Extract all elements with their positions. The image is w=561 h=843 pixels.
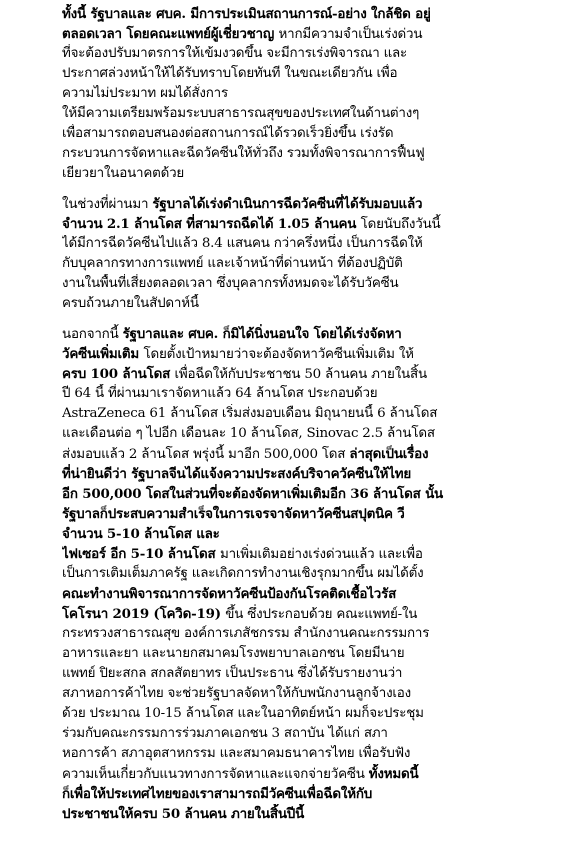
bold-text-run: ที่น่ายินดีว่า รัฐบาลจีนได้แจ้งความประสงค์บริจาควัคซีนให้ไทย (62, 466, 412, 482)
bold-text-run: ครบ 100 ล้านโดส (62, 366, 175, 382)
bold-text-run: โคโรนา 2019 (โควิด-19) (62, 606, 226, 622)
text-run: โดยนับถึงวันนี้ (360, 217, 441, 232)
text-run: เยียวยาในอนาคตด้วย (62, 166, 185, 181)
text-line (62, 784, 551, 804)
text-line (62, 274, 551, 294)
paragraph-1 (62, 4, 551, 184)
bold-text-run: รัฐบาลและ ศบค. ก็มิได้นิ่งนอนใจ โดยได้เร่งจัดหา (122, 326, 402, 342)
text-run: โดยตั้งเป้าหมายว่าจะต้องจัดหาวัคซีนเพิ่มเติม ให้ (143, 347, 414, 362)
text-line (62, 254, 551, 274)
text-line (62, 294, 551, 314)
text-line (62, 724, 551, 744)
bold-text-run: คณะทำงานพิจารณาการจัดหาวัคซีนป้องกันโรคติดเชื้อไวรัส (62, 586, 397, 602)
text-line (62, 84, 551, 104)
text-run: อาหารและยา และนายกสมาคมโรงพยาบาลเอกชน โดยมีนาย (62, 646, 405, 661)
text-line (62, 404, 551, 424)
text-line (62, 324, 551, 344)
text-line (62, 744, 551, 764)
text-run: หอการค้า สภาอุตสาหกรรม และสมาคมธนาคารไทย เพื่อรับฟัง (62, 746, 411, 761)
paragraph-3 (62, 324, 551, 824)
bold-text-run: ประชาชนให้ครบ 50 ล้านคน ภายในสิ้นปีนี้ (62, 806, 305, 822)
text-line (62, 144, 551, 164)
bold-text-run: วัคซีนเพิ่มเติม (62, 346, 144, 362)
text-line (62, 424, 551, 444)
bold-text-run: จำนวน 5-10 ล้านโดส และ (62, 526, 220, 542)
text-line (62, 344, 551, 364)
text-line (62, 484, 551, 504)
text-line (62, 644, 551, 664)
text-line (62, 194, 551, 214)
text-run: แพทย์ ปิยะสกล สกลสัตยาทร เป็นประธาน ซึ่งได้รับรายงานว่า (62, 666, 403, 681)
text-run: ความไม่ประมาท ผมได้สั่งการ (62, 86, 228, 101)
bold-text-run: จำนวน 2.1 ล้านโดส ที่สามารถฉีดได้ 1.05 ล้านคน (62, 216, 361, 232)
text-run: กับบุคลากรทางการแพทย์ และเจ้าหน้าที่ด่านหน้า ที่ต้องปฏิบัติ (62, 256, 403, 271)
text-run: ครบถ้วนภายในสัปดาห์นี้ (62, 296, 199, 311)
text-line (62, 234, 551, 254)
text-run: เป็นการเติมเต็มภาครัฐ และเกิดการทำงานเชิงรุกมากขึ้น ผมได้ตั้ง (62, 566, 424, 581)
text-line (62, 524, 551, 544)
text-line (62, 624, 551, 644)
text-line (62, 704, 551, 724)
text-run: ในช่วงที่ผ่านมา (62, 197, 153, 212)
text-line (62, 64, 551, 84)
bold-text-run: ก็เพื่อให้ประเทศไทยของเราสามารถมีวัคซีนเพื่อฉีดให้กับ (62, 786, 373, 802)
text-run: หากมีความจำเป็นเร่งด่วน (278, 27, 423, 42)
text-line (62, 104, 551, 124)
text-line (62, 604, 551, 624)
text-run: ร่วมกับคณะกรรมการร่วมภาคเอกชน 3 สถาบัน ได้แก่ สภา (62, 726, 388, 741)
paragraph-gap (62, 184, 551, 194)
text-line (62, 464, 551, 484)
bold-text-run: รัฐบาลได้เร่งดำเนินการฉีดวัคซีนที่ได้รับมอบแล้ว (152, 196, 423, 212)
text-line (62, 164, 551, 184)
text-run: และเดือนต่อ ๆ ไปอีก เดือนละ 10 ล้านโดส, Sinovac 2.5 ล้านโดส (62, 426, 435, 441)
text-run: ความเห็นเกี่ยวกับแนวทางการจัดหาและแจกจ่ายวัคซีน (62, 767, 369, 782)
text-run: ได้มีการฉีดวัคซีนไปแล้ว 8.4 แสนคน กว่าครึ่งหนึ่ง เป็นการฉีดให้ (62, 236, 423, 251)
text-run: ให้มีความเตรียมพร้อมระบบสาธารณสุขของประเทศในด้านต่างๆ (62, 106, 420, 121)
text-run: ส่งมอบแล้ว 2 ล้านโดส พรุ่งนี้ มาอีก 500,000 โดส (62, 447, 350, 462)
bold-text-run: ทั้งหมดนี้ (368, 766, 419, 782)
text-run: ด้วย ประมาณ 10-15 ล้านโดส และในอาทิตย์หน้า ผมก็จะประชุม (62, 706, 424, 721)
text-line (62, 504, 551, 524)
text-run: งานในพื้นที่เสี่ยงตลอดเวลา ซึ่งบุคลากรทั้งหมดจะได้รับวัคซีน (62, 276, 399, 291)
text-line (62, 684, 551, 704)
text-run: นอกจากนี้ (62, 327, 123, 342)
text-run: สภาหอการค้าไทย จะช่วยรัฐบาลจัดหาให้กับพนักงานลูกจ้างเอง (62, 686, 411, 701)
text-line (62, 384, 551, 404)
text-run: AstraZeneca 61 ล้านโดส เริ่มส่งมอบเดือน มิถุนายนนี้ 6 ล้านโดส (62, 406, 438, 421)
text-run: กระบวนการจัดหาและฉีดวัคซีนให้ทั่วถึง รวมทั้งพิจารณาการฟื้นฟู (62, 146, 425, 161)
text-line (62, 444, 551, 464)
bold-text-run: รัฐบาลก็ประสบความสำเร็จในการเจรจาจัดหาวัคซีนสปุตนิค วี (62, 506, 405, 522)
text-run: ที่จะต้องปรับมาตรการให้เข้มงวดขึ้น จะมีการเร่งพิจารณา และ (62, 46, 408, 61)
text-run: เพื่อฉีดให้กับประชาชน 50 ล้านคน ภายในสิ้น (174, 367, 427, 382)
text-line (62, 214, 551, 234)
text-line (62, 24, 551, 44)
paragraph-2 (62, 194, 551, 314)
text-line (62, 804, 551, 824)
text-run: กระทรวงสาธารณสุข องค์การเภสัชกรรม สำนักงานคณะกรรมการ (62, 626, 430, 641)
text-line (62, 544, 551, 564)
text-run: ประกาศล่วงหน้าให้ได้รับทราบโดยทันที ในขณะเดียวกัน เพื่อ (62, 66, 398, 81)
text-run: ปี 64 นี้ ที่ผ่านมาเราจัดหาแล้ว 64 ล้านโดส ประกอบด้วย (62, 386, 378, 401)
bold-text-run: ไฟเซอร์ อีก 5-10 ล้านโดส (62, 546, 220, 562)
text-run: ขึ้น ซึ่งประกอบด้วย คณะแพทย์-ใน (225, 607, 418, 622)
paragraph-gap (62, 314, 551, 324)
text-line (62, 364, 551, 384)
text-line (62, 764, 551, 784)
bold-text-run: ล่าสุดเป็นเรื่อง (349, 446, 429, 462)
bold-text-run: ตลอดเวลา โดยคณะแพทย์ผู้เชี่ยวชาญ (62, 26, 279, 42)
text-line (62, 4, 551, 24)
text-line (62, 44, 551, 64)
text-line (62, 584, 551, 604)
text-run: มาเพิ่มเติมอย่างเร่งด่วนแล้ว และเพื่อ (219, 547, 423, 562)
text-line (62, 124, 551, 144)
bold-text-run: ทั้งนี้ รัฐบาลและ ศบค. มีการประเมินสถานการณ์-อย่าง ใกล้ชิด อยู่ (62, 6, 431, 22)
text-line (62, 664, 551, 684)
text-run: เพื่อสามารถตอบสนองต่อสถานการณ์ได้รวดเร็วยิ่งขึ้น เร่งรัด (62, 126, 394, 141)
text-line (62, 564, 551, 584)
bold-text-run: อีก 500,000 โดสในส่วนที่จะต้องจัดหาเพิ่มเติมอีก 36 ล้านโดส นั้น (62, 486, 444, 502)
